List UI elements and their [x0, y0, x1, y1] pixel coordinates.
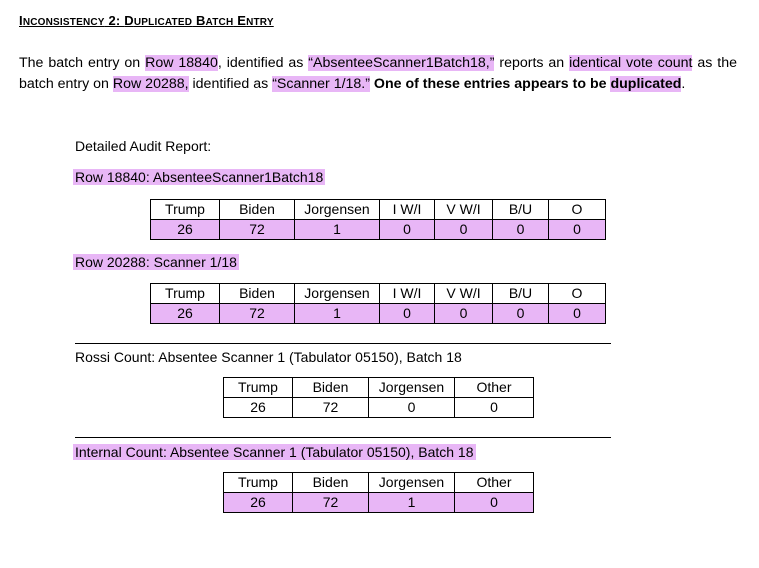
table-header: O — [549, 284, 606, 304]
description-paragraph: The batch entry on Row 18840, identified as “AbsenteeScanner1Batch18,” reports an identical vote count as the batch entry on Row 20288, identified as “Scanner 1/18.” One of these entries appears to be duplicated. — [19, 55, 738, 92]
table-header: O — [549, 200, 606, 220]
table-cell: 1 — [295, 304, 380, 324]
table-header: Jorgensen — [295, 284, 380, 304]
table-header: Trump — [224, 378, 293, 398]
row-18840-highlight: Row 18840 — [145, 55, 218, 71]
divider — [75, 437, 611, 438]
table-cell: 0 — [369, 398, 455, 418]
table-header: Trump — [224, 473, 293, 493]
table-header: Biden — [220, 284, 295, 304]
table-header: Biden — [220, 200, 295, 220]
table-cell: 1 — [295, 220, 380, 240]
duplicated-highlight: duplicated — [610, 75, 682, 92]
row-20288-highlight: Row 20288, — [112, 75, 189, 92]
table-cell: 0 — [380, 220, 435, 240]
rossi-count-table — [223, 377, 534, 418]
table-cell: 72 — [293, 493, 369, 513]
table-cell: 0 — [549, 220, 606, 240]
table-cell: 26 — [224, 493, 293, 513]
table-header: B/U — [493, 284, 549, 304]
table-cell: 0 — [493, 304, 549, 324]
table-cell: 72 — [220, 220, 295, 240]
identical-count-highlight: identical vote count — [569, 55, 693, 71]
internal-count-table — [223, 472, 534, 513]
row-20288-table — [150, 283, 606, 324]
table-cell: 0 — [455, 398, 534, 418]
table-header: Trump — [151, 284, 220, 304]
table-cell: 1 — [369, 493, 455, 513]
table-header: Biden — [293, 473, 369, 493]
rossi-count-label: Rossi Count: Absentee Scanner 1 (Tabulator 05150), Batch 18 — [75, 349, 462, 365]
table-header: Jorgensen — [369, 473, 455, 493]
table-header: Jorgensen — [369, 378, 455, 398]
table-cell: 0 — [455, 493, 534, 513]
row-20288-label: Row 20288: Scanner 1/18 — [75, 254, 237, 270]
table-header: Other — [455, 378, 534, 398]
table-header: I W/I — [380, 200, 435, 220]
table-header: I W/I — [380, 284, 435, 304]
table-cell: 26 — [224, 398, 293, 418]
table-header: Biden — [293, 378, 369, 398]
id-2-highlight: “Scanner 1/18.” — [272, 75, 370, 92]
table-header: V W/I — [435, 284, 493, 304]
table-header: B/U — [493, 200, 549, 220]
row-18840-label: Row 18840: AbsenteeScanner1Batch18 — [75, 169, 324, 185]
table-cell: 26 — [151, 220, 220, 240]
id-1-highlight: “AbsenteeScanner1Batch18,” — [308, 55, 495, 71]
table-header: Jorgensen — [295, 200, 380, 220]
detailed-audit-label: Detailed Audit Report: — [75, 138, 212, 154]
table-cell: 0 — [549, 304, 606, 324]
section-heading: INCONSISTENCY 2: DUPLICATED BATCH ENTRY — [19, 13, 274, 28]
table-cell: 0 — [435, 304, 493, 324]
table-cell: 72 — [220, 304, 295, 324]
table-header: Trump — [151, 200, 220, 220]
internal-count-label: Internal Count: Absentee Scanner 1 (Tabulator 05150), Batch 18 — [75, 444, 474, 460]
table-cell: 26 — [151, 304, 220, 324]
row-18840-table — [150, 199, 606, 240]
table-cell: 72 — [293, 398, 369, 418]
table-header: Other — [455, 473, 534, 493]
divider — [75, 343, 611, 344]
table-cell: 0 — [435, 220, 493, 240]
table-cell: 0 — [493, 220, 549, 240]
table-header: V W/I — [435, 200, 493, 220]
table-cell: 0 — [380, 304, 435, 324]
